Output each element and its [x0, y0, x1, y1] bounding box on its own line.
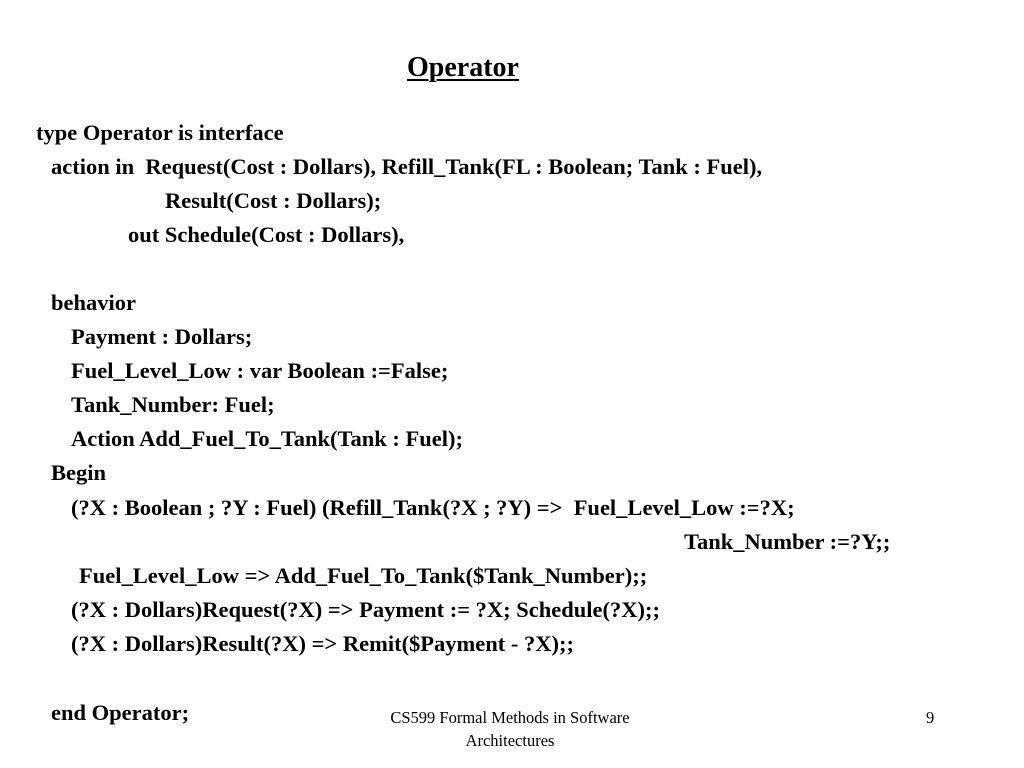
slide-page-number: 9 — [926, 708, 935, 727]
code-line-type-declaration: type Operator is interface — [36, 120, 284, 145]
code-line-fuel-level-low: Fuel_Level_Low : var Boolean :=False; — [71, 358, 449, 383]
slide-footer — [355, 706, 665, 752]
slide-title: Operator — [407, 52, 519, 83]
code-line-action-in: action in Request(Cost : Dollars), Refill_Tank(FL : Boolean; Tank : Fuel), — [51, 154, 763, 179]
code-line-result-rule: (?X : Dollars)Result(?X) => Remit($Payment - ?X);; — [71, 631, 575, 656]
code-line-begin: Begin — [51, 460, 107, 485]
code-line-request-rule: (?X : Dollars)Request(?X) => Payment := ?X; Schedule(?X);; — [71, 597, 660, 622]
code-line-tank-number: Tank_Number: Fuel; — [71, 392, 275, 417]
code-line-payment: Payment : Dollars; — [71, 324, 253, 349]
code-line-behavior: behavior — [51, 290, 137, 315]
footer-course-line2: Architectures — [465, 731, 555, 750]
code-line-out-schedule: out Schedule(Cost : Dollars), — [128, 222, 405, 247]
code-line-end-operator: end Operator; — [51, 700, 190, 725]
code-line-fuel-low-rule: Fuel_Level_Low => Add_Fuel_To_Tank($Tank_Number);; — [79, 563, 648, 588]
code-line-result-action: Result(Cost : Dollars); — [165, 188, 382, 213]
code-line-action-add-fuel: Action Add_Fuel_To_Tank(Tank : Fuel); — [71, 426, 463, 451]
footer-course-line1: CS599 Formal Methods in Software — [390, 708, 630, 727]
code-line-tank-number-assign: Tank_Number :=?Y;; — [684, 529, 891, 554]
code-line-refill-rule: (?X : Boolean ; ?Y : Fuel) (Refill_Tank(?X ; ?Y) => Fuel_Level_Low :=?X; — [71, 495, 795, 520]
